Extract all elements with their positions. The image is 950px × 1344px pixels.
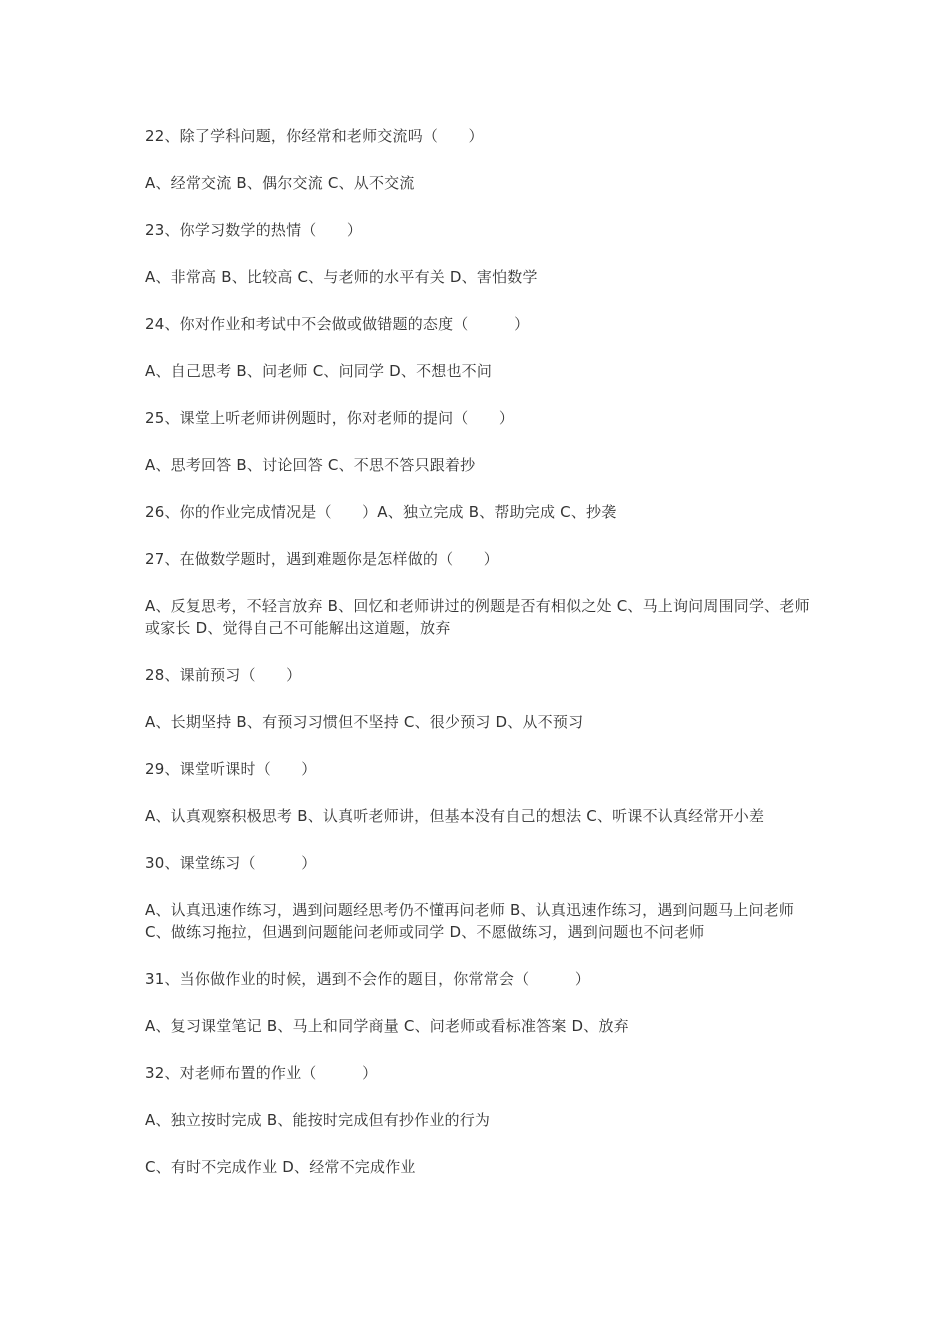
options-32-line-2: C、有时不完成作业 D、经常不完成作业 bbox=[145, 1158, 416, 1176]
options-23: A、非常高 B、比较高 C、与老师的水平有关 D、害怕数学 bbox=[145, 268, 538, 286]
question-32: 32、对老师布置的作业（ ） bbox=[145, 1064, 378, 1082]
options-22: A、经常交流 B、偶尔交流 C、从不交流 bbox=[145, 174, 415, 192]
question-24: 24、你对作业和考试中不会做或做错题的态度（ ） bbox=[145, 315, 530, 333]
question-31: 31、当你做作业的时候，遇到不会作的题目，你常常会（ ） bbox=[145, 970, 591, 988]
question-23: 23、你学习数学的热情（ ） bbox=[145, 221, 363, 239]
options-31: A、复习课堂笔记 B、马上和同学商量 C、问老师或看标准答案 D、放弃 bbox=[145, 1017, 629, 1035]
options-25: A、思考回答 B、讨论回答 C、不思不答只跟着抄 bbox=[145, 456, 476, 474]
question-28: 28、课前预习（ ） bbox=[145, 666, 302, 684]
question-29: 29、课堂听课时（ ） bbox=[145, 760, 317, 778]
options-27: A、反复思考，不轻言放弃 B、回忆和老师讲过的例题是否有相似之处 C、马上询问周围同学、老师或家长 D、觉得自己不可能解出这道题，放弃 bbox=[145, 597, 810, 637]
question-26: 26、你的作业完成情况是（ ）A、独立完成 B、帮助完成 C、抄袭 bbox=[145, 503, 617, 521]
question-27: 27、在做数学题时，遇到难题你是怎样做的（ ） bbox=[145, 550, 499, 568]
options-28: A、长期坚持 B、有预习习惯但不坚持 C、很少预习 D、从不预习 bbox=[145, 713, 584, 731]
question-25: 25、课堂上听老师讲例题时，你对老师的提问（ ） bbox=[145, 409, 515, 427]
options-32-line-1: A、独立按时完成 B、能按时完成但有抄作业的行为 bbox=[145, 1111, 491, 1129]
question-22: 22、除了学科问题，你经常和老师交流吗（ ） bbox=[145, 127, 484, 145]
question-30: 30、课堂练习（ ） bbox=[145, 854, 317, 872]
document-page bbox=[145, 125, 815, 1203]
options-24: A、自己思考 B、问老师 C、问同学 D、不想也不问 bbox=[145, 362, 493, 380]
options-30: A、认真迅速作练习，遇到问题经思考仍不懂再问老师 B、认真迅速作练习，遇到问题马上问老师 C、做练习拖拉，但遇到问题能问老师或同学 D、不愿做练习，遇到问题也不问老师 bbox=[145, 901, 795, 941]
options-29: A、认真观察积极思考 B、认真听老师讲，但基本没有自己的想法 C、听课不认真经常开小差 bbox=[145, 807, 765, 825]
